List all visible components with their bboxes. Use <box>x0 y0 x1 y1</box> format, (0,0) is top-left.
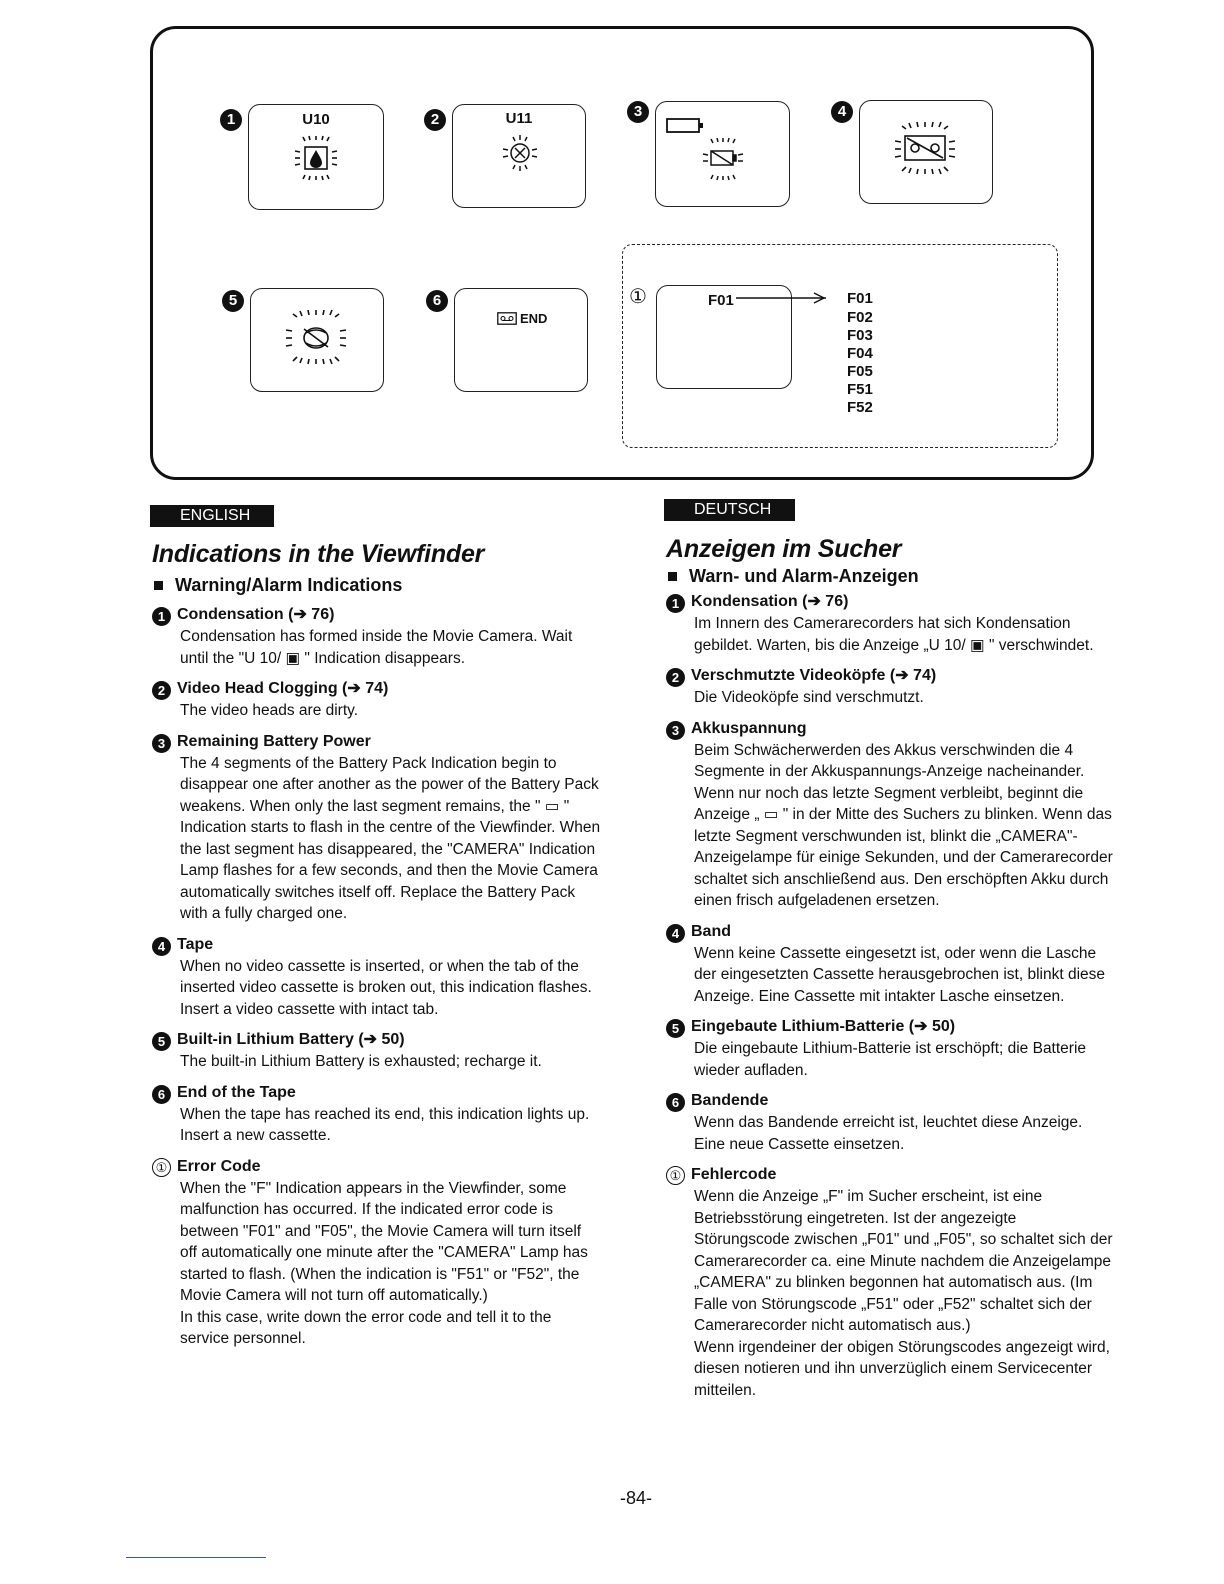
item-1 <box>152 604 602 669</box>
item-heading-text: Remaining Battery Power <box>177 732 371 750</box>
item-body: Wenn keine Cassette eingesetzt ist, oder wenn die Lasche der eingesetzten Cassette herausgebrochen ist, blinkt diese Anzeige. Eine Cassette mit intakter Lasche einsetzen. <box>694 944 1105 1005</box>
error-code-item: F03 <box>847 327 873 344</box>
item-heading <box>666 665 1116 687</box>
error-code-item: F04 <box>847 345 873 362</box>
screen-end-text: END <box>520 311 548 326</box>
item-body: When no video cassette is inserted, or when the tab of the inserted video cassette is broken out, this indication flashes. Insert a video cassette with intact tab. <box>180 957 592 1018</box>
tape-end-cassette-icon <box>497 312 517 325</box>
item-heading <box>666 1016 1116 1038</box>
item-heading <box>152 731 602 753</box>
item-body: The 4 segments of the Battery Pack Indication begin to disappear one after another as the power of the Battery Pack weakens. When only the last segment remains, the " ▭ " Indication starts to flash in the centre of the Viewfinder. When the last segment has disappeared, the "CAMERA" Indication Lamp flashes for a few seconds, and then the Movie Camera automatically switches itself off. Replace the Battery Pack with a fully charged one. <box>180 754 601 922</box>
item-4 <box>152 934 602 1021</box>
item-heading <box>152 1029 602 1051</box>
item-body: Wenn die Anzeige „F" im Sucher erscheint, ist eine Betriebsstörung eingetreten. Ist der angezeigte Störungscode zwischen „F01" und „F05", so schaltet sich der Camerarecorder ca. eine Minute nachdem die Anzeigelampe „CAMERA" zu blinken begonnen hat automatisch aus. (Im Falle von Störungscode „F51" oder „F52" schaltet sich der Camerarecorder nicht automatisch aus.) Wenn irgendeiner der obigen Störungscodes angezeigt wird, diesen notieren und ihn unverzüglich einem Servicecenter mitteilen. <box>694 1188 1113 1399</box>
item-heading <box>666 718 1116 740</box>
deutsch-item-list <box>666 591 1116 1401</box>
screen-tape <box>859 100 993 204</box>
page-number: -84- <box>620 1488 653 1508</box>
head-clogging-icon <box>500 133 540 173</box>
item-heading-text: Band <box>691 922 731 940</box>
deutsch-subtitle-text: Warn- und Alarm-Anzeigen <box>689 566 919 586</box>
item-number-badge: 6 <box>152 1085 171 1104</box>
english-title: Indications in the Viewfinder <box>152 540 485 568</box>
item-heading <box>152 1082 602 1104</box>
item-heading-text: Condensation (➔ 76) <box>177 606 335 623</box>
condensation-icon <box>291 135 341 181</box>
screen-label-u11: U11 <box>505 110 533 127</box>
screen-battery <box>655 101 790 207</box>
english-item-list <box>152 604 602 1350</box>
error-code-item: F05 <box>847 363 873 380</box>
item-number-badge: 2 <box>666 668 685 687</box>
marker-2: 2 <box>424 109 446 131</box>
square-bullet-icon <box>154 581 163 590</box>
item-number-badge: 6 <box>666 1093 685 1112</box>
deutsch-column <box>666 535 1116 1410</box>
marker-6: 6 <box>426 290 448 312</box>
item-3 <box>152 731 602 925</box>
item-5 <box>666 1016 1116 1081</box>
deutsch-subtitle <box>666 566 1116 587</box>
item-heading-text: Error Code <box>177 1157 261 1175</box>
item-body: Die Videoköpfe sind verschmutzt. <box>694 689 924 706</box>
screen-condensation <box>248 104 384 210</box>
error-code-item: F52 <box>847 399 873 416</box>
english-language-tab: ENGLISH <box>150 505 280 527</box>
item-3 <box>666 718 1116 912</box>
item-heading-text: Bandende <box>691 1092 769 1109</box>
item-heading-text: Kondensation (➔ 76) <box>691 593 849 610</box>
deutsch-language-tab: DEUTSCH <box>664 499 801 521</box>
item-heading-text: Tape <box>177 935 214 953</box>
square-bullet-icon <box>668 572 677 581</box>
item-heading-text: End of the Tape <box>177 1083 296 1101</box>
item-7 <box>666 1164 1116 1401</box>
english-subtitle <box>152 575 602 596</box>
error-code-item: F02 <box>847 309 873 326</box>
item-body: Wenn das Bandende erreicht ist, leuchtet diese Anzeige. Eine neue Cassette einsetzen. <box>694 1114 1083 1153</box>
item-number-badge: 4 <box>666 924 685 943</box>
screen-label-u10: U10 <box>302 111 330 128</box>
item-number-badge: 1 <box>666 594 685 613</box>
item-number-badge: 2 <box>152 681 171 700</box>
item-body: The video heads are dirty. <box>180 702 359 719</box>
item-heading-text: Fehlercode <box>691 1166 777 1183</box>
item-body: Beim Schwächerwerden des Akkus verschwinden die 4 Segmente in der Akkuspannungs-Anzeige nacheinander. Wenn nur noch das letzte Segment verbleibt, beginnt die Anzeige „ ▭ " in der Mitte des Suchers zu blinken. Wenn das letzte Segment verschwunden ist, blinkt die „CAMERA"-Anzeigelampe für einige Sekunden, und der Camerarecorder schaltet sich anschließend aus. Den erschöpften Akku durch einen frisch aufgeladenen ersetzen. <box>694 741 1113 909</box>
item-heading <box>666 921 1116 943</box>
item-number-badge: 4 <box>152 937 171 956</box>
item-heading-text: Verschmutzte Videoköpfe (➔ 74) <box>691 667 937 684</box>
error-code-item: F51 <box>847 381 873 398</box>
item-2 <box>152 678 602 722</box>
item-number-badge: ① <box>666 1166 685 1185</box>
marker-5: 5 <box>222 290 244 312</box>
item-heading-text: Eingebaute Lithium-Batterie (➔ 50) <box>691 1018 956 1035</box>
item-body: Die eingebaute Lithium-Batterie ist erschöpft; die Batterie wieder aufladen. <box>694 1040 1087 1079</box>
lithium-battery-icon <box>276 307 360 369</box>
item-6 <box>666 1090 1116 1155</box>
item-1 <box>666 591 1116 656</box>
item-body: Im Innern des Camerarecorders hat sich Kondensation gebildet. Warten, bis die Anzeige „U 10/ ▣ " verschwindet. <box>694 615 1094 654</box>
item-heading-text: Akkuspannung <box>691 719 807 737</box>
english-subtitle-text: Warning/Alarm Indications <box>175 575 403 595</box>
marker-3: 3 <box>627 101 649 123</box>
item-heading <box>152 604 602 626</box>
item-number-badge: 1 <box>152 607 171 626</box>
item-body: Condensation has formed inside the Movie Camera. Wait until the "U 10/ ▣ " Indication disappears. <box>180 628 573 667</box>
marker-1: 1 <box>220 109 242 131</box>
item-heading-text: Built-in Lithium Battery (➔ 50) <box>177 1031 405 1048</box>
item-heading <box>152 1156 602 1178</box>
item-number-badge: 3 <box>666 721 685 740</box>
error-code-arrow <box>736 291 826 305</box>
item-number-badge: 5 <box>666 1019 685 1038</box>
item-7 <box>152 1156 602 1350</box>
item-body: The built-in Lithium Battery is exhausted; recharge it. <box>180 1053 542 1070</box>
item-body: When the tape has reached its end, this indication lights up. Insert a new cassette. <box>180 1105 590 1144</box>
item-heading <box>666 1164 1116 1186</box>
item-heading <box>666 1090 1116 1112</box>
screen-lithium-battery <box>250 288 384 392</box>
screen-end-of-tape <box>454 288 588 392</box>
error-code-marker: ① <box>629 284 647 308</box>
tape-cassette-icon <box>885 119 969 179</box>
english-column <box>152 540 602 1359</box>
marker-4: 4 <box>831 101 853 123</box>
item-5 <box>152 1029 602 1073</box>
battery-outline-icon <box>666 116 706 136</box>
item-heading-text: Video Head Clogging (➔ 74) <box>177 680 389 697</box>
item-heading <box>666 591 1116 613</box>
item-number-badge: 3 <box>152 734 171 753</box>
item-heading <box>152 678 602 700</box>
item-heading <box>152 934 602 956</box>
item-number-badge: ① <box>152 1158 171 1177</box>
error-box-label: F01 <box>708 292 734 309</box>
item-6 <box>152 1082 602 1147</box>
item-2 <box>666 665 1116 709</box>
battery-flash-icon <box>698 136 748 182</box>
item-number-badge: 5 <box>152 1032 171 1051</box>
error-code-item: F01 <box>847 290 873 307</box>
footer-rule <box>126 1557 266 1558</box>
item-body: When the "F" Indication appears in the Viewfinder, some malfunction has occurred. If the indicated error code is between "F01" and "F05", the Movie Camera will turn itself off automatically one minute after the "CAMERA" Lamp has started to flash. (When the indication is "F51" or "F52", the Movie Camera will not turn off automatically.) In this case, write down the error code and tell it to the service personnel. <box>180 1179 588 1347</box>
item-4 <box>666 921 1116 1008</box>
screen-head-clogging <box>452 104 586 208</box>
deutsch-title: Anzeigen im Sucher <box>666 535 902 563</box>
